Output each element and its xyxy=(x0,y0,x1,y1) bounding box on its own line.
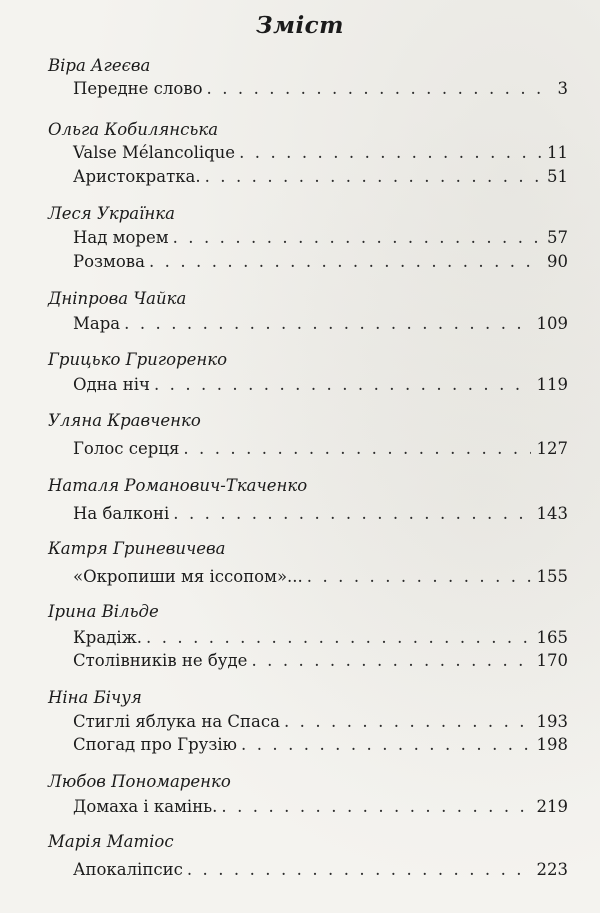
page-title: Зміст xyxy=(255,12,345,39)
leader-dots xyxy=(187,860,531,879)
entry-title: Аристократка. xyxy=(73,167,201,186)
entry-title: Столівників не буде xyxy=(73,651,248,670)
entry-page: 57 xyxy=(547,228,568,247)
leader-dots xyxy=(307,567,531,586)
leader-dots xyxy=(154,375,531,394)
entry-page: 119 xyxy=(536,375,568,394)
author-name: Віра Агеєва xyxy=(48,56,151,75)
entry-title: Голос серця xyxy=(73,439,180,458)
leader-dots xyxy=(221,797,530,816)
author-name: Дніпрова Чайка xyxy=(48,289,187,308)
entry-page: 170 xyxy=(536,651,568,670)
leader-dots xyxy=(183,439,530,458)
leader-dots xyxy=(149,252,541,271)
entry-title: Стиглі яблука на Спаса xyxy=(73,712,280,731)
entry-title: Апокаліпсис xyxy=(73,860,183,879)
leader-dots xyxy=(205,167,541,186)
toc-entry[interactable] xyxy=(73,252,568,274)
toc-entry[interactable] xyxy=(73,735,568,757)
leader-dots xyxy=(173,228,541,247)
entry-page: 165 xyxy=(536,628,568,647)
author-name: Любов Пономаренко xyxy=(48,772,231,791)
leader-dots xyxy=(239,143,541,162)
entry-title: На балконі xyxy=(73,504,170,523)
author-name: Уляна Кравченко xyxy=(48,411,201,430)
author-name: Леся Українка xyxy=(48,204,175,223)
entry-page: 51 xyxy=(547,167,568,186)
toc-entry[interactable] xyxy=(73,628,568,650)
entry-page: 11 xyxy=(547,143,568,162)
entry-page: 193 xyxy=(536,712,568,731)
leader-dots xyxy=(207,79,552,98)
toc-entry[interactable] xyxy=(73,797,568,819)
author-name: Наталя Романович-Ткаченко xyxy=(48,476,308,495)
entry-title: Крадіж. xyxy=(73,628,143,647)
toc-entry[interactable] xyxy=(73,504,568,526)
toc-entry[interactable] xyxy=(73,651,568,673)
leader-dots xyxy=(241,735,530,754)
entry-page: 155 xyxy=(536,567,568,586)
entry-page: 109 xyxy=(536,314,568,333)
toc-entry[interactable] xyxy=(73,143,568,165)
entry-title: Мара xyxy=(73,314,121,333)
leader-dots xyxy=(251,651,530,670)
toc-entry[interactable] xyxy=(73,314,568,336)
entry-title: Спогад про Грузію xyxy=(73,735,238,754)
leader-dots xyxy=(124,314,530,333)
entry-page: 143 xyxy=(536,504,568,523)
entry-title: Valse Mélancolique xyxy=(73,143,236,162)
toc-entry[interactable] xyxy=(73,712,568,734)
leader-dots xyxy=(173,504,530,523)
author-name: Ольга Кобилянська xyxy=(48,120,219,139)
author-name: Грицько Григоренко xyxy=(48,350,228,369)
author-name: Марія Матіос xyxy=(48,832,174,851)
toc-entry[interactable] xyxy=(73,567,568,589)
entry-title: Домаха і камінь. xyxy=(73,797,218,816)
toc-entry[interactable] xyxy=(73,439,568,461)
entry-page: 3 xyxy=(557,79,568,98)
toc-entry[interactable] xyxy=(73,375,568,397)
leader-dots xyxy=(284,712,531,731)
entry-title: Над морем xyxy=(73,228,169,247)
entry-page: 219 xyxy=(536,797,568,816)
entry-page: 90 xyxy=(547,252,568,271)
author-name: Ніна Бічуя xyxy=(48,688,142,707)
entry-title: «Окропиши мя іссопом»... xyxy=(73,567,303,586)
entry-title: Передне слово xyxy=(73,79,203,98)
entry-page: 223 xyxy=(536,860,568,879)
entry-page: 198 xyxy=(536,735,568,754)
toc-entry[interactable] xyxy=(73,167,568,189)
toc-entry[interactable] xyxy=(73,860,568,882)
author-name: Ірина Вільде xyxy=(48,602,159,621)
entry-title: Розмова xyxy=(73,252,145,271)
leader-dots xyxy=(146,628,530,647)
toc-entry[interactable] xyxy=(73,228,568,250)
author-name: Катря Гриневичева xyxy=(48,539,226,558)
entry-title: Одна ніч xyxy=(73,375,150,394)
entry-page: 127 xyxy=(536,439,568,458)
toc-entry[interactable] xyxy=(73,79,568,101)
